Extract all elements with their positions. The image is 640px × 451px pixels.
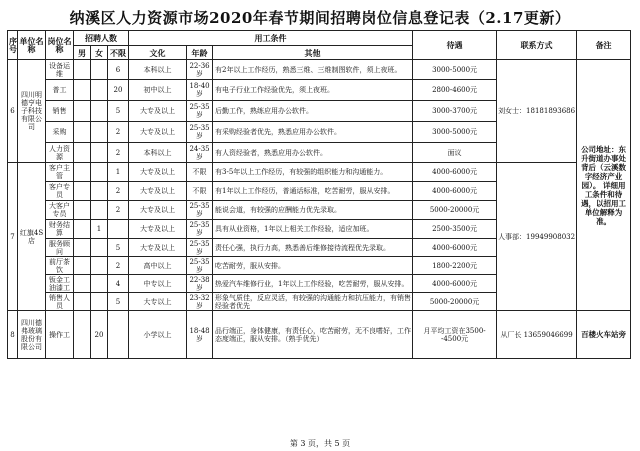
cell-other: 责任心强，执行力高，熟悉善后维修接待流程优先录取。 — [213, 239, 413, 257]
header-unlimited: 不限 — [108, 46, 129, 60]
cell-age: 25-35岁 — [187, 220, 213, 239]
cell-position: 普工 — [46, 80, 74, 101]
cell-age: 24-35岁 — [187, 143, 213, 163]
cell-age: 22-36岁 — [187, 60, 213, 80]
cell-education: 大专及以上 — [129, 201, 187, 220]
cell-age: 25-35岁 — [187, 257, 213, 275]
cell-female: 1 — [91, 220, 108, 239]
cell-age: 不限 — [187, 182, 213, 201]
cell-age: 25-35岁 — [187, 239, 213, 257]
header-unit: 单位名称 — [18, 31, 46, 60]
cell-female — [91, 60, 108, 80]
cell-male — [74, 80, 91, 101]
cell-other: 能说会道，有较强的应酬能力优先录取。 — [213, 201, 413, 220]
cell-position: 采购 — [46, 122, 74, 143]
cell-other: 后勤工作，熟练应用办公软件。 — [213, 101, 413, 122]
cell-education: 大专及以上 — [129, 239, 187, 257]
recruitment-table — [7, 30, 631, 359]
cell-pay: 4000-6000元 — [413, 275, 497, 293]
header-contact: 联系方式 — [497, 31, 577, 60]
cell-other: 品行端正，身体健康，有责任心，吃苦耐劳，无不良嗜好，工作态度端正，服从安排。（熟手优先） — [213, 311, 413, 359]
cell-pay: 5000-20000元 — [413, 293, 497, 311]
cell-age: 25-35岁 — [187, 201, 213, 220]
cell-age: 22-38岁 — [187, 275, 213, 293]
cell-education: 本科以上 — [129, 60, 187, 80]
header-position: 岗位名称 — [46, 31, 74, 60]
header-hire-count: 招聘人数 — [74, 31, 129, 46]
cell-male — [74, 101, 91, 122]
cell-position: 操作工 — [46, 311, 74, 359]
header-female: 女 — [91, 46, 108, 60]
cell-unlimited: 4 — [108, 275, 129, 293]
cell-pay: 3000-5000元 — [413, 122, 497, 143]
cell-education: 初中以上 — [129, 80, 187, 101]
cell-female — [91, 293, 108, 311]
cell-education: 大专及以上 — [129, 101, 187, 122]
cell-pay: 3000-3700元 — [413, 101, 497, 122]
cell-age: 不限 — [187, 163, 213, 182]
cell-unit: 四川德弗玻璃股份有限公司 — [18, 311, 46, 359]
cell-seq: 6 — [8, 60, 18, 163]
cell-male — [74, 311, 91, 359]
cell-male — [74, 163, 91, 182]
cell-unlimited — [108, 220, 129, 239]
page-title: 纳溪区人力资源市场2020年春节期间招聘岗位信息登记表（2.17更新） — [69, 9, 571, 27]
cell-unit: 红旗4S店 — [18, 163, 46, 311]
cell-position: 钣金工油漆工 — [46, 275, 74, 293]
cell-male — [74, 239, 91, 257]
cell-other: 热爱汽车维修行业，1年以上工作经验，吃苦耐劳，服从安排。 — [213, 275, 413, 293]
table-row — [8, 311, 631, 359]
cell-female — [91, 101, 108, 122]
cell-female: 20 — [91, 311, 108, 359]
cell-other: 有1年以上工作经历，普通话标准，吃苦耐劳，服从安排。 — [213, 182, 413, 201]
cell-female — [91, 275, 108, 293]
cell-education: 大专及以上 — [129, 182, 187, 201]
header-other: 其他 — [213, 46, 413, 60]
cell-other: 有2年以上工作经历，熟悉三维、三维制图软件，须上夜班。 — [213, 60, 413, 80]
cell-age: 25-35岁 — [187, 101, 213, 122]
cell-unlimited — [108, 311, 129, 359]
cell-pay: 面议 — [413, 143, 497, 163]
cell-age: 18-40岁 — [187, 80, 213, 101]
cell-male — [74, 60, 91, 80]
cell-unlimited: 5 — [108, 293, 129, 311]
header-conditions: 用工条件 — [129, 31, 413, 46]
cell-pay: 2500-3500元 — [413, 220, 497, 239]
cell-pay: 4000-6000元 — [413, 163, 497, 182]
header-education: 文化 — [129, 46, 187, 60]
cell-education: 中专以上 — [129, 275, 187, 293]
cell-education: 大专及以上 — [129, 220, 187, 239]
cell-male — [74, 257, 91, 275]
cell-male — [74, 275, 91, 293]
cell-pay: 月平均工资在3500--4500元 — [413, 311, 497, 359]
cell-unlimited: 2 — [108, 201, 129, 220]
cell-female — [91, 182, 108, 201]
cell-female — [91, 143, 108, 163]
cell-unlimited: 6 — [108, 60, 129, 80]
cell-position: 大客户专员 — [46, 201, 74, 220]
cell-seq: 8 — [8, 311, 18, 359]
cell-male — [74, 220, 91, 239]
cell-pay: 5000-20000元 — [413, 201, 497, 220]
cell-age: 18-48岁 — [187, 311, 213, 359]
cell-male — [74, 143, 91, 163]
cell-unlimited: 2 — [108, 143, 129, 163]
cell-education: 大专及以上 — [129, 122, 187, 143]
cell-pay: 2800-4600元 — [413, 80, 497, 101]
cell-contact: 从厂长 13659046699 — [497, 311, 577, 359]
cell-other: 有3-5年以上工作经历，有较强的组织能力和沟通能力。 — [213, 163, 413, 182]
cell-unlimited: 2 — [108, 257, 129, 275]
cell-contact: 人事部：19949908032 — [497, 163, 577, 311]
page-footer: 第 3 页，共 5 页 — [289, 439, 351, 448]
cell-unit: 四川明德亨电子科技有限公司 — [18, 60, 46, 163]
cell-unlimited: 5 — [108, 239, 129, 257]
cell-female — [91, 163, 108, 182]
table-row — [8, 60, 631, 80]
cell-seq: 7 — [8, 163, 18, 311]
cell-other: 吃苦耐劳，服从安排。 — [213, 257, 413, 275]
header-remarks: 备注 — [577, 31, 631, 60]
cell-pay: 1800-2200元 — [413, 257, 497, 275]
cell-age: 23-32岁 — [187, 293, 213, 311]
cell-female — [91, 80, 108, 101]
cell-position: 销售 — [46, 101, 74, 122]
cell-unlimited: 2 — [108, 182, 129, 201]
cell-other: 有电子行业工作经验优先，须上夜班。 — [213, 80, 413, 101]
cell-education: 高中以上 — [129, 257, 187, 275]
cell-education: 小学以上 — [129, 311, 187, 359]
cell-education: 大专及以上 — [129, 163, 187, 182]
cell-male — [74, 182, 91, 201]
cell-position: 客户专员 — [46, 182, 74, 201]
cell-female — [91, 257, 108, 275]
cell-position: 销售人员 — [46, 293, 74, 311]
cell-position: 设备运维 — [46, 60, 74, 80]
cell-education: 大专以上 — [129, 293, 187, 311]
cell-female — [91, 239, 108, 257]
cell-male — [74, 293, 91, 311]
cell-position: 财务结算 — [46, 220, 74, 239]
cell-position: 客户主管 — [46, 163, 74, 182]
cell-age: 25-35岁 — [187, 122, 213, 143]
cell-other: 形象气质佳，反应灵活，有较强的沟通能力和抗压能力，有销售经验者优先 — [213, 293, 413, 311]
cell-male — [74, 201, 91, 220]
cell-female — [91, 122, 108, 143]
cell-position: 前厅茶饮 — [46, 257, 74, 275]
cell-other: 有采购经验者优先，熟悉应用办公软件。 — [213, 122, 413, 143]
cell-unlimited: 5 — [108, 101, 129, 122]
cell-female — [91, 201, 108, 220]
header-age: 年龄 — [187, 46, 213, 60]
cell-other: 有人资经验者，熟悉应用办公软件。 — [213, 143, 413, 163]
header-male: 男 — [74, 46, 91, 60]
cell-education: 本科以上 — [129, 143, 187, 163]
cell-other: 具有从业资格，1年以上相关工作经验，适应加班。 — [213, 220, 413, 239]
header-pay: 待遇 — [413, 31, 497, 60]
cell-pay: 3000-5000元 — [413, 60, 497, 80]
table-row — [8, 163, 631, 182]
cell-unlimited: 20 — [108, 80, 129, 101]
cell-pay: 4000-6000元 — [413, 182, 497, 201]
cell-position: 人力资源 — [46, 143, 74, 163]
cell-pay: 4000-6000元 — [413, 239, 497, 257]
cell-unlimited: 1 — [108, 163, 129, 182]
header-seq: 序号 — [8, 31, 18, 60]
cell-remarks: 公司地址：东升街道办事处背后（云溪数字经济产业园）。 详细用工条件和待遇，以招用工单位解释为准。 — [577, 60, 631, 311]
cell-contact: 刘女士：18181893686 — [497, 60, 577, 163]
cell-remarks: 百楼火车站旁 — [577, 311, 631, 359]
table-header — [8, 31, 631, 60]
cell-position: 服务顾问 — [46, 239, 74, 257]
cell-unlimited: 2 — [108, 122, 129, 143]
table-body — [8, 60, 631, 359]
cell-male — [74, 122, 91, 143]
